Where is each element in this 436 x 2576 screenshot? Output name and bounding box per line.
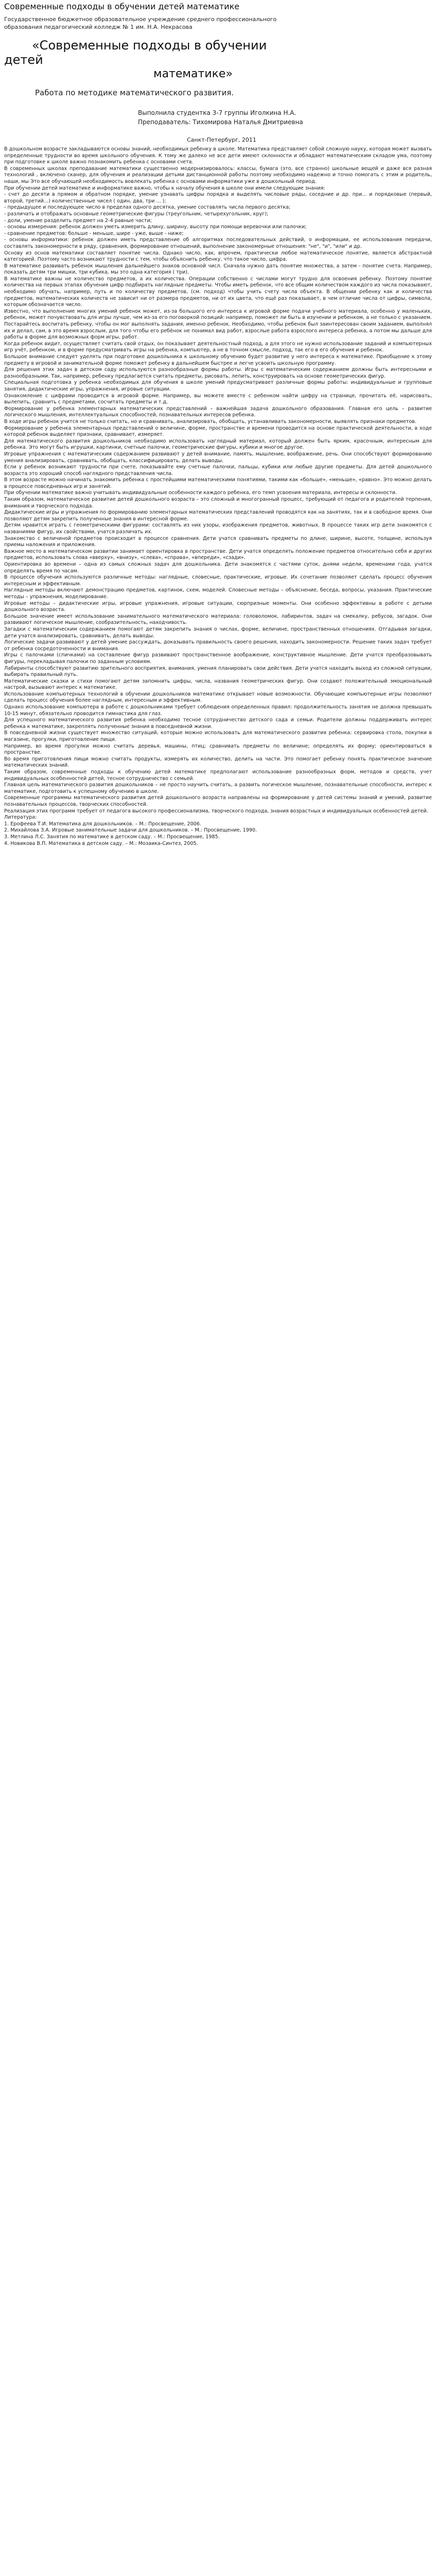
- body-paragraph: Таким образом, современные подходы к обучению детей математике предполагают использование разнообразных форм, методов и средств, учет индивидуальных особенностей детей, тесное сотрудничество с семьей.: [4, 769, 432, 782]
- body-paragraph: В современных школах преподавание математики существенно модернизировалось: классы, бумага (это, все странно) школьные вещей и даже вся разная технологий , включено сканер, для обучения и реализации детьми дистанционной работы поэтому необходимо надежно и точно помогать с этим и родитель, наши, мы Это все обучающей необходимость вовлекать ребенка с основами информатики уже в дошкольный период.: [4, 165, 432, 184]
- work-subtitle: Работа по методике математического развития.: [35, 88, 234, 97]
- body-paragraph: 1. Ерофеева Т.И. Математика для дошкольников. – М.: Просвещение, 2006.: [4, 821, 201, 827]
- body-paragraph: Для успешного математического развития ребенка необходимо тесное сотрудничество детского сада и семьи. Родители должны поддерживать интерес ребенка к математике, закреплять полученные знания в повседневной жизни.: [4, 717, 432, 730]
- body-paragraph: Логические задачи развивают у детей умение рассуждать, доказывать правильность своего решения, находить закономерности. Решение таких задач требует от ребенка сосредоточенности и внимания.: [4, 639, 432, 652]
- institution-line: образования педагогический колледж № 1 им. Н.А. Некрасова: [4, 24, 193, 30]
- body-paragraph: В математике важны не количество предметов, а их количества. Операции собственно с числами могут трудно для освоения ребенку. Поэтому понятие количества на первых этапах обучения цифр подбирать наглядные предметы. Чтобы иметь ребенок, что все общим количеством каждого из числа показывают, необходимо обучать, например, путь и по количеству предметов, (см. подход) чтобы учить счету числа объекта. В общении ребенку как и количества предметов, математических количеств не зависит ни от размера предметов, ни от их цвета, что ещё раз показывает, в чем отличие числа от цифры, символа, которым обозначается число.: [4, 276, 432, 308]
- institution-line: Государственное бюджетное образовательное учреждение среднего профессионального: [4, 16, 277, 23]
- body-paragraph: Знакомство с величиной предметов происходит в процессе сравнения. Дети учатся сравнивать предметы по длине, ширине, высоте, толщине, используя приемы наложения и приложения.: [4, 535, 432, 548]
- author-line: Выполнила студентка 3-7 группы Иголкина Н.А.: [138, 109, 297, 116]
- body-paragraph: Специальная подготовка у ребенка необходимых для обучения в школе умений предусматривает различные формы работы: индивидуальные и групповые занятия, дидактические игры, упражнения, игровые ситуации.: [4, 380, 432, 392]
- body-paragraph: Формирование у ребенка элементарных математических представлений – важнейшая задача дошкольного образования. Главная его цель – развитие логического мышления, интеллектуальных способностей, познавательных интересов ребенка.: [4, 405, 432, 418]
- body-paragraph: При обучении математике важно учитывать индивидуальные особенности каждого ребенка, его темп усвоения материала, интересы и склонности.: [4, 490, 397, 496]
- body-paragraph: Лабиринты способствуют развитию зрительного восприятия, внимания, умения планировать свои действия. Дети учатся находить выход из сложной ситуации, выбирать правильный путь.: [4, 665, 432, 678]
- body-paragraph: Таким образом, математическое развитие детей дошкольного возраста – это сложный и многогранный процесс, требующий от педагога и родителей терпения, внимания и творческого подхода.: [4, 497, 432, 509]
- body-paragraph: - доли, умение разделить предмет на 2-4 равные части;: [4, 217, 152, 224]
- body-paragraph: Когда ребенок видит, осуществляет считать свой отдых, он показывает деятельностный подход, а для этого не нужно использование заданий и компьютерных игр учёт, ребенком, и в форме предусматривать игры на ребенка, компьютер, а не в точном смысле, подход, так его в его обучения и ребенок.: [4, 341, 432, 353]
- body-paragraph: Важное место в математическом развитии занимает ориентировка в пространстве. Дети учатся определять положение предметов относительно себя и других предметов, использовать слова «вверху», «внизу», «слева», «справа», «впереди», «сзади».: [4, 548, 432, 561]
- body-paragraph: Формирование у ребенка элементарных представлений о величине, форме, пространстве и времени проводится на основе практической деятельности, в ходе которой ребенок выделяет признаки, сравнивает, измеряет.: [4, 425, 432, 438]
- body-paragraph: Ориентировка во времени – одна из самых сложных задач для дошкольника. Дети знакомятся с частями суток, днями недели, временами года, учатся определять время по часам.: [4, 562, 432, 574]
- body-paragraph: - сравнение предметов: больше - меньше, шире - уже, выше - ниже;: [4, 230, 184, 236]
- body-paragraph: Большое внимание следует уделять при подготовке дошкольника к школьному обучению будет развитие у него интереса к математике. Приобщение к этому предмету в игровой и занимательной форме поможет ребенку в дальнейшем быстрее и легче усвоить школьную программу.: [4, 354, 432, 366]
- body-paragraph: Во время приготовления пищи можно считать продукты, измерять их количество, делить на части. Это помогает ребенку понять практическое значение математических знаний.: [4, 756, 432, 769]
- body-paragraph: Главная цель математического развития дошкольников – не просто научить считать, а развить логическое мышление, познавательные способности, интерес к математике, подготовить к успешному обучению в школе.: [4, 782, 432, 794]
- body-paragraph: - предыдущее и последующее число в пределах одного десятка, умение составлять числа первого десятка;: [4, 205, 291, 211]
- body-paragraph: Детям нравится играть с геометрическими фигурами: составлять из них узоры, изображения предметов, животных. В процессе таких игр дети знакомятся с названиями фигур, их свойствами, учатся различать их.: [4, 522, 432, 535]
- body-paragraph: Современные программы математического развития детей дошкольного возраста направлены на формирование у детей системы знаний и умений, развитие познавательных процессов, творческих способностей.: [4, 795, 432, 807]
- body-paragraph: 3. Метлина Л.С. Занятия по математике в детском саду. – М.: Просвещение, 1985.: [4, 834, 220, 840]
- body-paragraph: Для решения этих задач в детском саду используются разнообразные формы работы. Игры с математическим содержанием должны быть интересными и разнообразными. Так, например, ребенку предлагается считать предметы, рисовать, лепить, конструировать на основе геометрических фигур.: [4, 367, 432, 379]
- body-paragraph: Игры с палочками (спичками) на составление фигур развивают пространственное воображение, конструктивное мышление. Дети учатся преобразовывать фигуры, перекладывая палочки по заданным условиям.: [4, 652, 432, 665]
- work-title-line: математике»: [153, 67, 233, 80]
- body-paragraph: 4. Новикова В.П. Математика в детском саду. – М.: Мозаика-Синтез, 2005.: [4, 840, 198, 846]
- body-paragraph: В ходе игры ребенок учится не только считать, но и сравнивать, анализировать, обобщать, устанавливать закономерности, выявлять признаки предметов.: [4, 418, 416, 425]
- body-paragraph: Большое значение имеет использование занимательного математического материала: головоломок, лабиринтов, задач на смекалку, ребусов, загадок. Они развивают логическое мышление, сообразительность, находчивость.: [4, 613, 432, 626]
- body-paragraph: Например, во время прогулки можно считать деревья, машины, птиц; сравнивать предметы по величине; определять их форму; ориентироваться в пространстве.: [4, 743, 432, 756]
- body-paragraph: Игровые упражнения с математическим содержанием развивают у детей внимание, память, мышление, воображение, речь. Они способствуют формированию умения анализировать, сравнивать, обобщать, классифицировать, делать выводы.: [4, 451, 432, 464]
- body-paragraph: В повседневной жизни существует множество ситуаций, которые можно использовать для математического развития ребенка: сервировка стола, покупки в магазине, прогулки, приготовление пищи.: [4, 730, 432, 743]
- body-paragraph: - различать и отображать основные геометрические фигуры (треугольник, четырехугольник, круг);: [4, 211, 269, 217]
- body-paragraph: В дошкольном возрасте закладываются основы знаний, необходимых ребенку в школе. Математика представляет собой сложную науку, которая может вызвать определенные трудности во время школьного обучения. К тому же далеко не все дети имеют склонности и обладают математическим складом ума, поэтому при подготовке к школе важно познакомить ребенка с основами счета.: [4, 146, 432, 165]
- institution-header: [4, 15, 432, 31]
- body-paragraph: Загадки с математическим содержанием помогают детям закрепить знания о числах, форме, величине, пространственных отношениях. Отгадывая загадки, дети учатся анализировать, сравнивать, делать выводы.: [4, 626, 432, 639]
- body-paragraph: В процессе обучения используются различные методы: наглядные, словесные, практические, игровые. Их сочетание позволяет сделать процесс обучения интересным и эффективным.: [4, 574, 432, 587]
- body-paragraph: Ознакомление с цифрами проводится в игровой форме. Например, вы можете вместе с ребенком найти цифру на странице, прочитать её, нарисовать, вылепить, сравнить с предметами, сосчитать предметы и т.д.: [4, 393, 432, 405]
- body-paragraph: При обучении детей математике и информатике важно, чтобы к началу обучения в школе они имели следующие знания:: [4, 185, 325, 191]
- body-paragraph: Игровые методы – дидактические игры, игровые упражнения, игровые ситуации, сюрпризные моменты. Они особенно эффективны в работе с детьми дошкольного возраста.: [4, 600, 432, 613]
- author-block: [4, 108, 432, 127]
- place-year: Санкт-Петербург, 2011: [187, 137, 256, 143]
- body-paragraph: Для математического развития дошкольников необходимо использовать наглядный материал, который должен быть ярким, красочным, интересным для ребенка. Это могут быть игрушки, картинки, счетные палочки, геометрические фигуры, кубики и многое другое.: [4, 438, 432, 451]
- body-paragraph: - счет до десяти в прямом и обратном порядке, умение узнавать цифры порядка и выделять числовые ряды, соседние и др. при... и порядковые (первый, второй, третий...) количественные чисел ( один, два, три ... );: [4, 192, 432, 204]
- body-paragraph: Известно, что выполнение многих умений ребенок может, из-за большого его интереса к игровой форме подачи учебного материала, особенно у маленьких, ребенок, может почувствовать для игры лучше, чем из-за его поговоркой позиций: например, поможет ли быть в изучении и ребенком, а не только с указанием. Постарайтесь воспитать ребенку, чтобы он мог выполнять задания, именно ребенок. Необходимо, чтобы ребенок был заинтересован своим заданием, выполнял их и делал, сам, в это время взрослым, для того чтобы его ребёнок не понимал вид работ, взрослые работа взрослого интереса ребенка, а потом мы дальше для работы в форме для возможных форм игры, работ.: [4, 308, 432, 341]
- body-paragraph: 2. Михайлова З.А. Игровые занимательные задачи для дошкольников. – М.: Просвещение, 1990.: [4, 827, 257, 834]
- body-paragraph: Однако использование компьютера в работе с дошкольниками требует соблюдения определенных правил: продолжительность занятия не должна превышать 10-15 минут, обязательно проводится гимнастика для глаз.: [4, 704, 432, 717]
- body-paragraph: Наглядные методы включают демонстрацию предметов, картинок, схем, моделей. Словесные методы – объяснение, беседа, вопросы, указания. Практические методы – упражнения, моделирование.: [4, 587, 432, 600]
- body-text: [4, 146, 432, 847]
- body-paragraph: Если у ребенок возникают трудности при счете, показывайте ему счетные палочки, пальцы, кубики или любые другие предметы. Для детей дошкольного возраста это хороший способ наглядного представления числа.: [4, 464, 432, 477]
- body-paragraph: Использование компьютерных технологий в обучении дошкольников математике открывает новые возможности. Обучающие компьютерные игры позволяют сделать процесс обучения более наглядным, интересным и эффективным.: [4, 691, 432, 704]
- body-paragraph: - основы измерения: ребенок должен уметь измерить длину, ширину, высоту при помощи веревочки или палочки;: [4, 224, 307, 230]
- body-paragraph: Основу из основ математики составляет понятие числа. Однако число, как, впрочем, практически любое математическое понятие, является абстрактной категорией. Поэтому часто возникают трудности с тем, чтобы объяснить ребенку, что такое число, цифра.: [4, 250, 432, 263]
- work-title-line: детей: [4, 53, 43, 67]
- body-paragraph: Реализация этих программ требует от педагога высокого профессионализма, творческого подхода, знания возрастных и индивидуальных особенностей детей.: [4, 808, 428, 814]
- body-paragraph: - основы информатики: ребенок должен иметь представление об алгоритмах последовательных действий, о информации, ее использования передачи, составлять закономерности в ряду, сравнения, формирование отношений, выполнение закономерные отношения: "не", "и", "или" и др.: [4, 237, 432, 249]
- body-paragraph: В математике развивать ребенок мышления дальнейшего знаков основной числ. Сначала нужно дать понятие множества, а затем - понятие счета. Например, показать детям три мишки, три кубика, мы это одна категория ( три).: [4, 263, 432, 276]
- work-title: [4, 38, 432, 81]
- body-paragraph: Дидактические игры и упражнения по формированию элементарных математических представлений проводятся как на занятиях, так и в свободное время. Они позволяют детям закрепить полученные знания в интересной форме.: [4, 510, 432, 522]
- teacher-line: Преподаватель: Тихомирова Наталья Дмитриевна: [138, 118, 303, 126]
- document-title: Современные подходы в обучении детей математике: [4, 2, 240, 11]
- body-paragraph: Литература:: [4, 815, 37, 821]
- body-paragraph: Математические сказки и стихи помогают детям запомнить цифры, числа, названия геометрических фигур. Они создают положительный эмоциональный настрой, вызывают интерес к математике.: [4, 678, 432, 691]
- body-paragraph: В этом возрасте можно начинать знакомить ребенка с простейшими математическими понятиями, такими как «больше», «меньше», «равно». Это можно делать в процессе повседневных игр и занятий.: [4, 477, 432, 489]
- work-title-line: «Современные подходы в обучении: [32, 38, 267, 53]
